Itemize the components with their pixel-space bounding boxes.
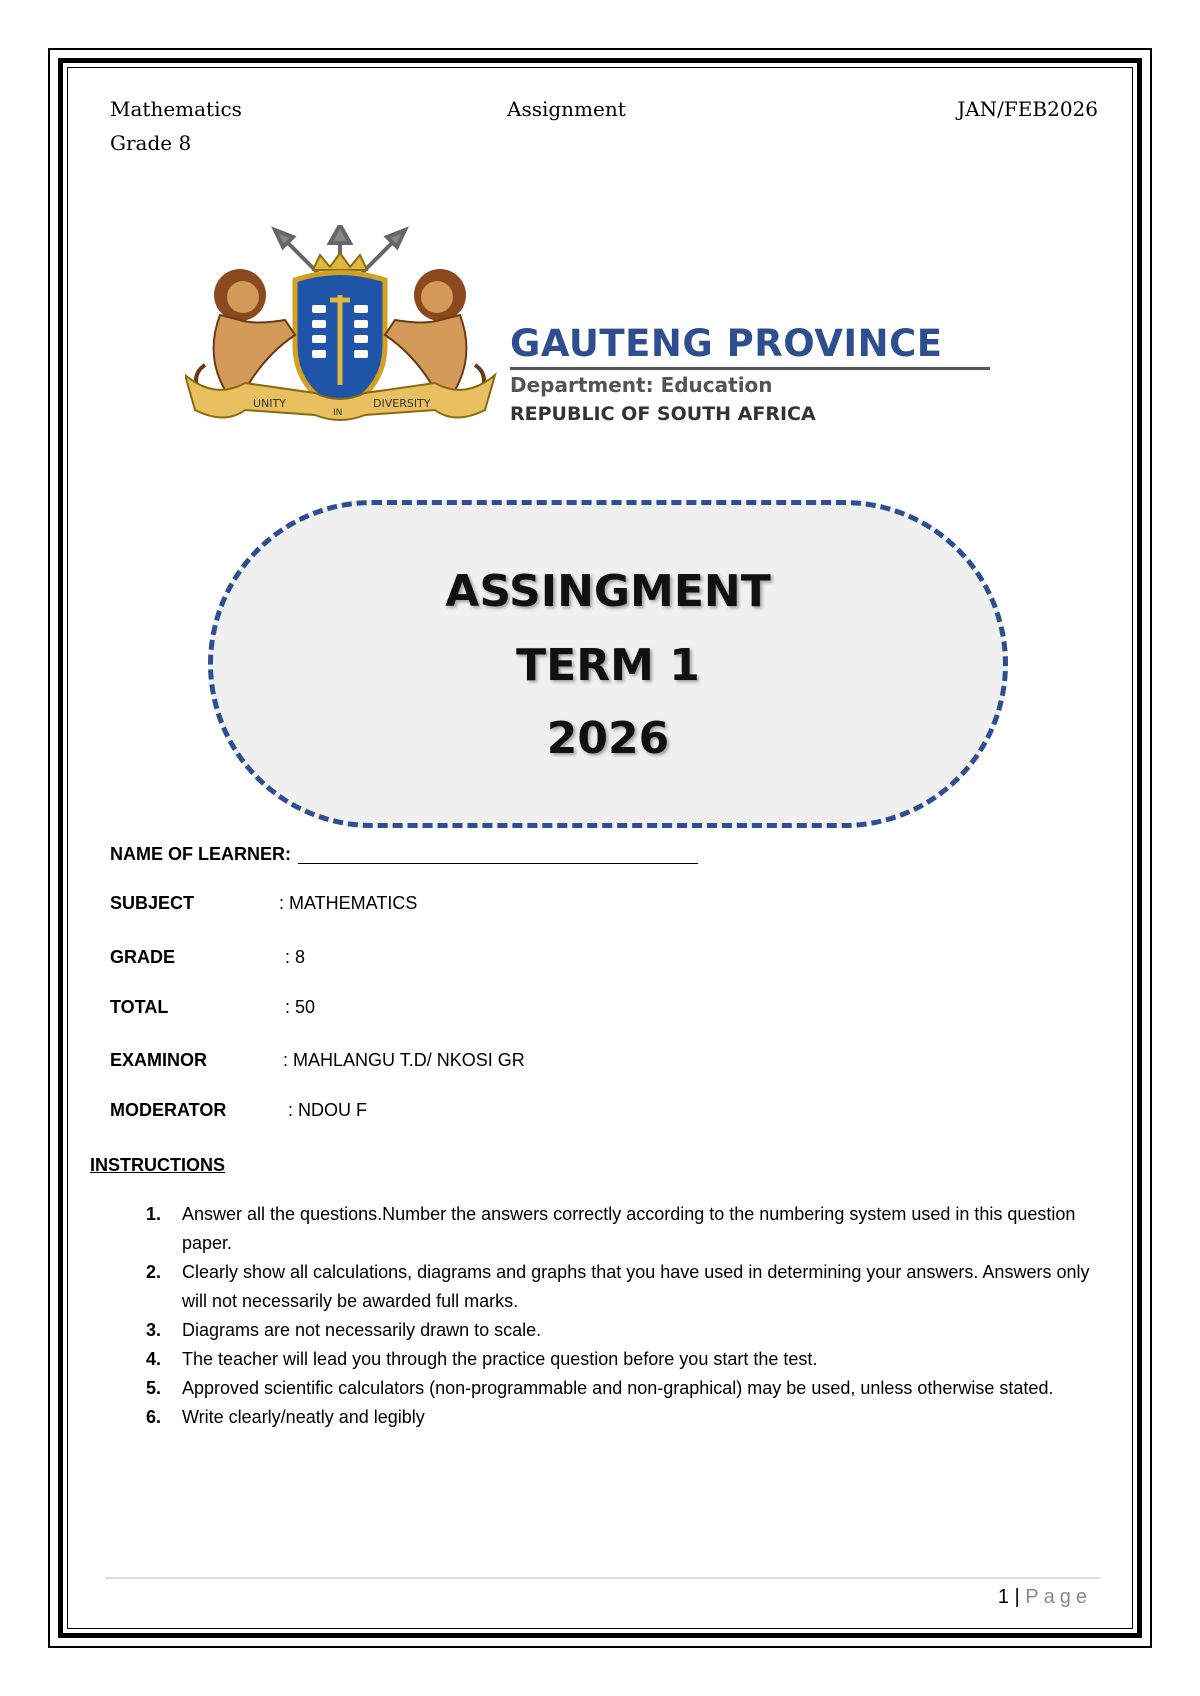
list-item <box>140 1316 1090 1345</box>
page-footer <box>998 1586 1092 1609</box>
motto-diversity: DIVERSITY <box>373 397 431 410</box>
title-line-2: TERM 1 <box>516 640 700 691</box>
list-item <box>140 1403 1090 1432</box>
examinor-row <box>110 1050 207 1071</box>
grade-row <box>110 947 175 968</box>
header-grade: Grade 8 <box>110 131 192 155</box>
item-number: 6. <box>146 1407 162 1427</box>
examinor-label: EXAMINOR <box>110 1050 208 1070</box>
examinor-value: : MAHLANGU T.D/ NKOSI GR <box>283 1050 525 1070</box>
logo-department: Department: Education <box>510 373 773 397</box>
item-number: 2. <box>146 1262 162 1282</box>
list-item <box>140 1374 1090 1403</box>
right-lion-icon <box>385 269 484 395</box>
left-lion-icon <box>196 269 295 395</box>
total-label: TOTAL <box>110 997 169 1017</box>
item-number: 5. <box>146 1378 162 1398</box>
instructions-list <box>140 1200 1090 1432</box>
subject-value: : MATHEMATICS <box>279 893 418 913</box>
list-item <box>140 1345 1090 1374</box>
item-text: Diagrams are not necessarily drawn to scale. <box>182 1320 542 1340</box>
item-text: Approved scientific calculators (non-programmable and non-graphical) may be used, unless otherwise stated. <box>182 1378 1054 1398</box>
logo-underline <box>510 367 990 370</box>
crown-icon <box>313 253 367 270</box>
page-word: Page <box>1025 1586 1092 1608</box>
learner-name-field[interactable] <box>298 863 698 864</box>
learner-name-row <box>110 844 291 865</box>
instructions-heading: INSTRUCTIONS <box>90 1155 225 1175</box>
total-row <box>110 997 168 1018</box>
footer-separator: | <box>1014 1586 1020 1608</box>
item-number: 3. <box>146 1320 162 1340</box>
title-line-1: ASSINGMENT <box>445 566 771 617</box>
item-text: Write clearly/neatly and legibly <box>182 1407 425 1427</box>
header-assignment: Assignment <box>507 97 626 121</box>
list-item <box>140 1258 1090 1316</box>
header-subject: Mathematics <box>110 97 242 121</box>
list-item <box>140 1200 1090 1258</box>
logo-title: GAUTENG PROVINCE <box>510 322 943 365</box>
motto-unity: UNITY <box>253 397 286 410</box>
motto-in: IN <box>333 408 343 418</box>
page-number: 1 <box>997 1586 1009 1608</box>
grade-value: : 8 <box>285 947 306 967</box>
footer-rule <box>105 1577 1100 1579</box>
learner-name-label: NAME OF LEARNER: <box>110 844 291 864</box>
grade-label: GRADE <box>110 947 176 967</box>
item-text: The teacher will lead you through the practice question before you start the test. <box>182 1349 818 1369</box>
title-line-3: 2026 <box>546 713 670 764</box>
item-number: 1. <box>146 1204 162 1224</box>
item-text: Answer all the questions.Number the answers correctly according to the numbering system used in this question paper. <box>182 1204 1076 1253</box>
moderator-label: MODERATOR <box>110 1100 227 1120</box>
logo-country: REPUBLIC OF SOUTH AFRICA <box>510 403 816 425</box>
subject-row <box>110 893 194 914</box>
moderator-row <box>110 1100 226 1121</box>
subject-label: SUBJECT <box>110 893 195 913</box>
item-text: Clearly show all calculations, diagrams and graphs that you have used in determining your answers. Answers only will not necessarily be awarded full marks. <box>182 1262 1090 1311</box>
header-date: JAN/FEB2026 <box>957 97 1098 121</box>
total-value: : 50 <box>285 997 316 1017</box>
item-number: 4. <box>146 1349 162 1369</box>
moderator-value: : NDOU F <box>288 1100 367 1120</box>
